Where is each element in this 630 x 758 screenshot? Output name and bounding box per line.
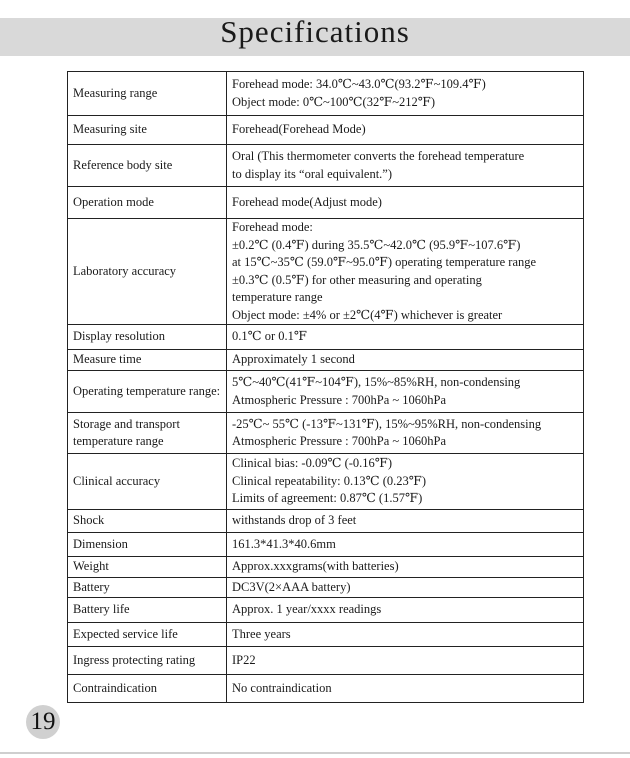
spec-value-line: Approx.xxxgrams(with batteries): [232, 559, 399, 574]
spec-value: [227, 598, 584, 623]
spec-label: Ingress protecting rating: [68, 647, 227, 675]
spec-label: Contraindication: [68, 675, 227, 703]
spec-value-line: 0.1℃ or 0.1℉: [232, 329, 307, 344]
spec-value-line: Object mode: ±4% or ±2℃(4℉) whichever is greater: [232, 307, 503, 322]
spec-row: [68, 623, 584, 647]
spec-row: [68, 413, 584, 454]
spec-row: [68, 219, 584, 325]
spec-value-line: No contraindication: [232, 680, 332, 695]
spec-label: Measuring site: [68, 116, 227, 145]
spec-value: [227, 675, 584, 703]
spec-value: [227, 510, 584, 533]
bottom-rule: [0, 752, 630, 754]
spec-value: [227, 145, 584, 187]
spec-label: Operation mode: [68, 187, 227, 219]
spec-row: [68, 557, 584, 578]
spec-label: Expected service life: [68, 623, 227, 647]
spec-value-line: Clinical repeatability: 0.13℃ (0.23℉): [232, 473, 427, 488]
spec-label: Battery: [68, 578, 227, 598]
spec-value-line: ±0.2℃ (0.4℉) during 35.5℃~42.0℃ (95.9℉~107.6℉): [232, 237, 521, 252]
spec-value: [227, 623, 584, 647]
spec-value-line: Forehead(Forehead Mode): [232, 122, 366, 137]
spec-value-line: at 15℃~35℃ (59.0℉~95.0℉) operating temperature range: [232, 255, 537, 269]
spec-value-line: 161.3*41.3*40.6mm: [232, 536, 336, 551]
spec-label: Clinical accuracy: [68, 454, 227, 510]
page-number: 19: [26, 705, 60, 739]
spec-value-line: DC3V(2×AAA battery): [232, 579, 351, 594]
spec-value-line: Oral (This thermometer converts the forehead temperature: [232, 149, 525, 163]
spec-value: [227, 72, 584, 116]
spec-row: [68, 187, 584, 219]
spec-value: [227, 578, 584, 598]
spec-row: [68, 510, 584, 533]
spec-row: [68, 350, 584, 371]
spec-label: Operating temperature range:: [68, 371, 227, 413]
spec-value: [227, 219, 584, 325]
spec-label: Reference body site: [68, 145, 227, 187]
spec-value: [227, 350, 584, 371]
spec-row: [68, 116, 584, 145]
spec-label: Weight: [68, 557, 227, 578]
spec-label: Display resolution: [68, 325, 227, 350]
spec-value-line: ±0.3℃ (0.5℉) for other measuring and operating: [232, 272, 482, 287]
spec-value: [227, 116, 584, 145]
spec-value-line: temperature range: [232, 290, 323, 304]
spec-row: [68, 578, 584, 598]
spec-value-line: Limits of agreement: 0.87℃ (1.57℉): [232, 491, 423, 506]
spec-row: [68, 533, 584, 557]
spec-row: [68, 371, 584, 413]
spec-value-line: Forehead mode(Adjust mode): [232, 194, 382, 209]
spec-value: [227, 371, 584, 413]
spec-row: [68, 675, 584, 703]
spec-row: [68, 72, 584, 116]
spec-value-line: Forehead mode: 34.0℃~43.0℃(93.2℉~109.4℉): [232, 77, 486, 91]
spec-value-line: Forehead mode:: [232, 220, 313, 234]
spec-value: [227, 454, 584, 510]
spec-label: Battery life: [68, 598, 227, 623]
spec-value-line: Approx. 1 year/xxxx readings: [232, 602, 382, 617]
spec-value-line: Clinical bias: -0.09℃ (-0.16℉): [232, 456, 393, 471]
spec-value-line: Approximately 1 second: [232, 352, 355, 367]
spec-value: [227, 533, 584, 557]
spec-row: [68, 647, 584, 675]
spec-value: [227, 325, 584, 350]
spec-value: [227, 187, 584, 219]
spec-label: Shock: [68, 510, 227, 533]
spec-value-line: to display its “oral equivalent.”): [232, 166, 393, 181]
spec-value-line: IP22: [232, 652, 256, 667]
specifications-table: [67, 71, 584, 703]
spec-label: Laboratory accuracy: [68, 219, 227, 325]
page-title: Specifications: [220, 14, 410, 49]
spec-value: [227, 647, 584, 675]
spec-row: [68, 145, 584, 187]
spec-row: [68, 454, 584, 510]
spec-value-line: withstands drop of 3 feet: [232, 513, 357, 528]
spec-value-line: Three years: [232, 626, 291, 641]
spec-value-line: Object mode: 0℃~100℃(32℉~212℉): [232, 94, 436, 109]
spec-label: Measuring range: [68, 72, 227, 116]
spec-value-line: Atmospheric Pressure : 700hPa ~ 1060hPa: [232, 434, 447, 448]
spec-label: Dimension: [68, 533, 227, 557]
spec-row: [68, 598, 584, 623]
spec-row: [68, 325, 584, 350]
spec-value-line: -25℃~ 55℃ (-13℉~131℉), 15%~95%RH, non-condensing: [232, 416, 542, 431]
spec-value-line: Atmospheric Pressure : 700hPa ~ 1060hPa: [232, 392, 447, 407]
spec-value: [227, 557, 584, 578]
spec-label: Measure time: [68, 350, 227, 371]
spec-value-line: 5℃~40℃(41℉~104℉), 15%~85%RH, non-condensing: [232, 375, 521, 389]
spec-label: Storage and transport temperature range: [68, 413, 227, 454]
spec-value: [227, 413, 584, 454]
